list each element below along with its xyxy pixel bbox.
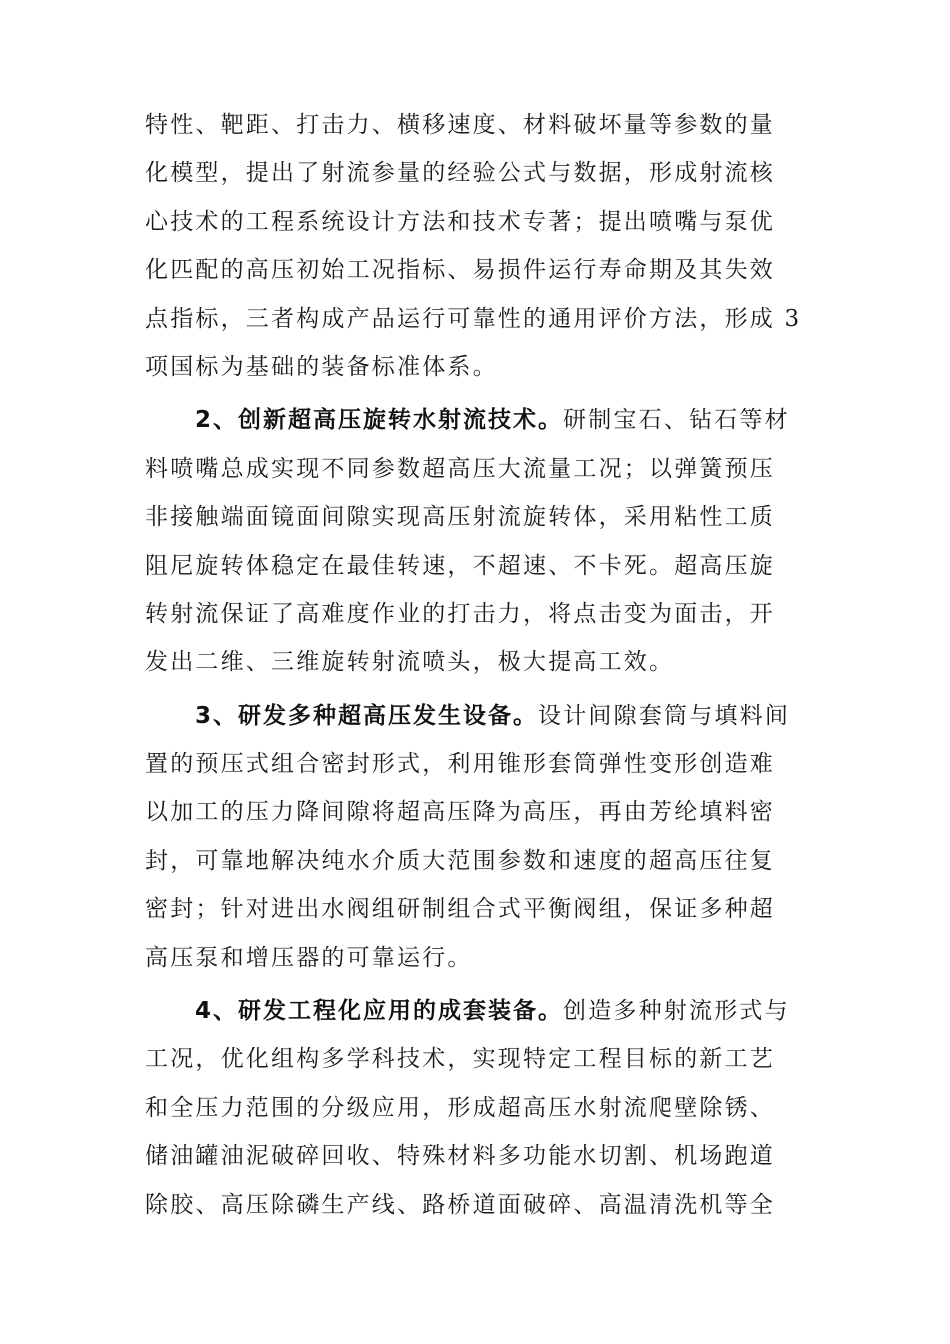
text-run: 研制宝石、钻石等材 bbox=[563, 407, 790, 434]
paragraph-section-2 bbox=[145, 396, 815, 686]
text-run: 设计间隙套筒与填料间 bbox=[538, 702, 791, 729]
paragraph-section-4 bbox=[145, 987, 815, 1229]
text-line: 高压泵和增压器的可靠运行。 bbox=[145, 944, 473, 971]
section-heading: 4、研发工程化应用的成套装备。 bbox=[195, 998, 564, 1025]
text-line: 项国标为基础的装备标准体系。 bbox=[145, 353, 498, 380]
text-line: 阻尼旋转体稳定在最佳转速，不超速、不卡死。超高压旋 bbox=[145, 552, 775, 579]
paragraph-section-3 bbox=[145, 692, 815, 982]
text-line: 封，可靠地解决纯水介质大范围参数和速度的超高压往复 bbox=[145, 847, 775, 874]
text-line: 化模型，提出了射流参量的经验公式与数据，形成射流核 bbox=[145, 160, 775, 187]
text-line: 除胶、高压除磷生产线、路桥道面破碎、高温清洗机等全 bbox=[145, 1191, 775, 1218]
text-line: 发出二维、三维旋转射流喷头，极大提高工效。 bbox=[145, 649, 675, 676]
text-line: 特性、靶距、打击力、横移速度、材料破坏量等参数的量 bbox=[145, 112, 775, 138]
paragraph-first-line bbox=[145, 396, 815, 444]
paragraph-continued bbox=[145, 101, 815, 391]
text-line: 点指标，三者构成产品运行可靠性的通用评价方法，形成 3 bbox=[145, 305, 802, 332]
paragraph-first-line bbox=[145, 987, 815, 1035]
text-line: 料喷嘴总成实现不同参数超高压大流量工况；以弹簧预压 bbox=[145, 455, 775, 482]
section-heading: 3、研发多种超高压发生设备。 bbox=[195, 702, 539, 729]
text-line: 密封；针对进出水阀组研制组合式平衡阀组，保证多种超 bbox=[145, 896, 775, 923]
text-line: 储油罐油泥破碎回收、特殊材料多功能水切割、机场跑道 bbox=[145, 1143, 775, 1170]
text-line: 化匹配的高压初始工况指标、易损件运行寿命期及其失效 bbox=[145, 257, 775, 284]
text-run: 创造多种射流形式与 bbox=[563, 998, 790, 1025]
text-line: 非接触端面镜面间隙实现高压射流旋转体，采用粘性工质 bbox=[145, 504, 775, 531]
text-line: 工况，优化组构多学科技术，实现特定工程目标的新工艺 bbox=[145, 1046, 775, 1073]
text-line: 心技术的工程系统设计方法和技术专著；提出喷嘴与泵优 bbox=[145, 208, 775, 235]
text-line: 和全压力范围的分级应用，形成超高压水射流爬壁除锈、 bbox=[145, 1094, 775, 1121]
paragraph-first-line bbox=[145, 692, 815, 740]
document-body bbox=[145, 101, 815, 1229]
text-line: 转射流保证了高难度作业的打击力，将点击变为面击，开 bbox=[145, 600, 775, 627]
section-heading: 2、创新超高压旋转水射流技术。 bbox=[195, 407, 564, 434]
text-line: 置的预压式组合密封形式，利用锥形套筒弹性变形创造难 bbox=[145, 751, 775, 778]
text-line: 以加工的压力降间隙将超高压降为高压，再由芳纶填料密 bbox=[145, 799, 775, 826]
